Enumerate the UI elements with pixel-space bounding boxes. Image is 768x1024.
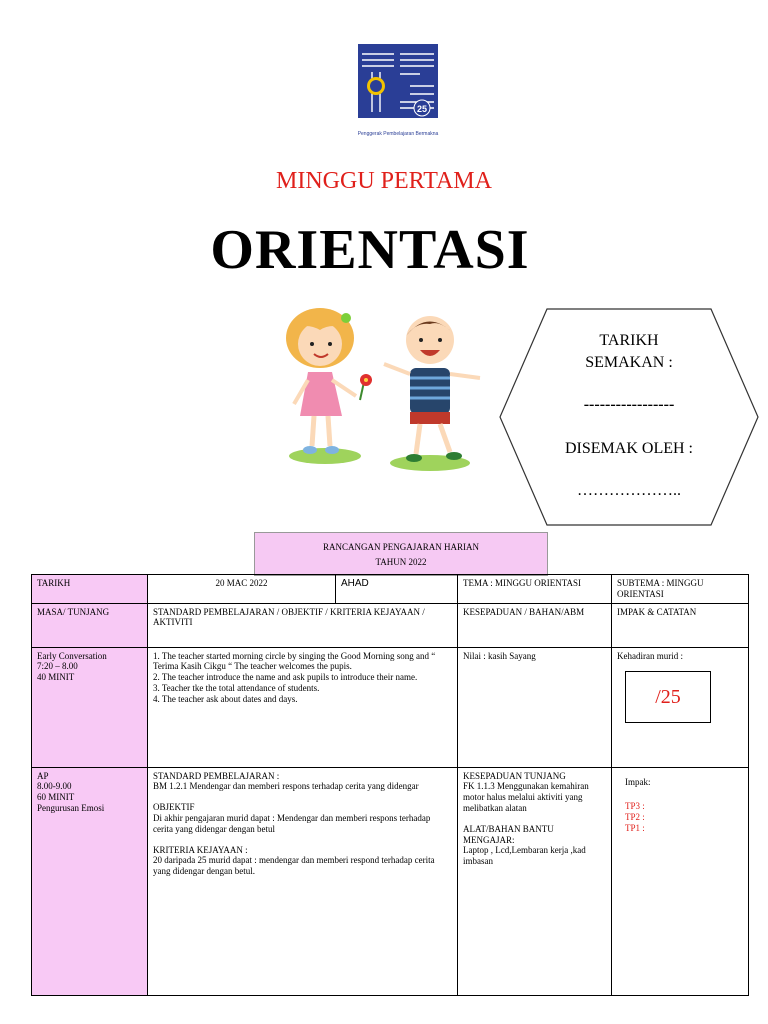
kk-text: 20 daripada 25 murid dapat : mendengar dan memberi respond terhadap cerita yang didengar dengan betul. — [153, 855, 435, 877]
review-box — [499, 308, 759, 526]
ts25-logo — [354, 40, 442, 140]
kk-label: KRITERIA KEJAYAAN : — [153, 844, 248, 855]
table-row — [32, 647, 749, 767]
review-semakan: SEMAKAN : — [585, 354, 673, 371]
activity-cell — [148, 647, 458, 767]
activity-step: 2. The teacher introduce the name and ask pupils to introduce their name. — [153, 672, 418, 683]
attendance-cell — [612, 647, 749, 767]
ap-time-cell — [32, 767, 148, 995]
standard-header: STANDARD PEMBELAJARAN / OBJEKTIF / KRITERIA KEJAYAAN / AKTIVITI — [148, 603, 458, 647]
day-cell: AHAD — [336, 575, 458, 604]
page-title: ORIENTASI — [210, 219, 530, 281]
impak-label: Impak: — [625, 776, 651, 787]
attendance-box[interactable]: /25 — [625, 671, 711, 723]
ap-kesepaduan-cell — [458, 767, 612, 995]
subtema-cell: SUBTEMA : MINGGU ORIENTASI — [612, 575, 749, 604]
tp2-label: TP2 : — [625, 812, 645, 823]
rph-header — [254, 532, 548, 576]
obj-label: OBJEKTIF — [153, 802, 195, 813]
review-date-line[interactable]: ----------------- — [583, 396, 675, 413]
week-label: MINGGU PERTAMA — [276, 168, 492, 194]
tarikh-label: TARIKH — [32, 575, 148, 604]
tp1-label: TP1 : — [625, 822, 645, 833]
rph-title: RANCANGAN PENGAJARAN HARIAN — [322, 542, 479, 552]
ap-area: Pengurusan Emosi — [37, 802, 105, 813]
ap-impak-cell — [612, 767, 749, 995]
tp3-label: TP3 : — [625, 801, 645, 812]
masa-header: MASA/ TUNJANG — [32, 603, 148, 647]
activity-step: 3. Teacher tke the total attendance of students. — [153, 682, 320, 693]
table-row — [32, 767, 749, 995]
tema-cell: TEMA : MINGGU ORIENTASI — [458, 575, 612, 604]
lesson-plan-table — [31, 574, 749, 996]
session-range: 7:20 – 8.00 — [37, 661, 78, 672]
session-title: Early Conversation — [37, 650, 107, 661]
kesepaduan-header: KESEPADUAN / BAHAN/ABM — [458, 603, 612, 647]
ap-range: 8.00-9.00 — [37, 781, 72, 792]
kids-illustration — [280, 300, 500, 480]
session-duration: 40 MINIT — [37, 672, 75, 683]
date-cell: 20 MAC 2022 — [148, 575, 336, 604]
sp-label: STANDARD PEMBELAJARAN : — [153, 770, 280, 781]
kt-label: KESEPADUAN TUNJANG — [463, 770, 566, 781]
logo-number: 25 — [416, 104, 428, 114]
session-time-cell — [32, 647, 148, 767]
ap-standard-cell — [148, 767, 458, 995]
ap-duration: 60 MINIT — [37, 792, 75, 803]
review-tarikh: TARIKH — [599, 332, 659, 349]
kehadiran-label: Kehadiran murid : — [617, 650, 683, 661]
activity-step: 1. The teacher started morning circle by singing the Good Morning song and “ Terima Kasih Cikgu “ The teacher welcomes the pupis. — [153, 650, 436, 672]
sp-text: BM 1.2.1 Mendengar dan memberi respons terhadap cerita yang didengar — [153, 781, 419, 792]
impak-header: IMPAK & CATATAN — [612, 603, 749, 647]
nilai-cell: Nilai : kasih Sayang — [458, 647, 612, 767]
review-signature-line[interactable]: ……………….. — [577, 482, 681, 499]
kt-text: FK 1.1.3 Menggunakan kemahiran motor halus melalui aktiviti yang melibatkan alatan — [463, 781, 589, 813]
table-row — [32, 603, 749, 647]
obj-text: Di akhir pengajaran murid dapat : Mendengar dan memberi respons terhadap cerita yang didengar dengan betul — [153, 812, 431, 834]
rph-year: TAHUN 2022 — [375, 557, 427, 567]
activity-step: 4. The teacher ask about dates and days. — [153, 693, 298, 704]
alat-label: ALAT/BAHAN BANTU MENGAJAR: — [463, 823, 554, 845]
alat-text: Laptop , Lcd,Lembaran kerja ,kad imbasan — [463, 845, 586, 867]
table-row — [32, 575, 749, 604]
review-disemak: DISEMAK OLEH : — [565, 440, 693, 457]
logo-caption: Penggerak Pembelajaran Bermakna — [357, 131, 439, 137]
ap-code: AP — [37, 770, 49, 781]
